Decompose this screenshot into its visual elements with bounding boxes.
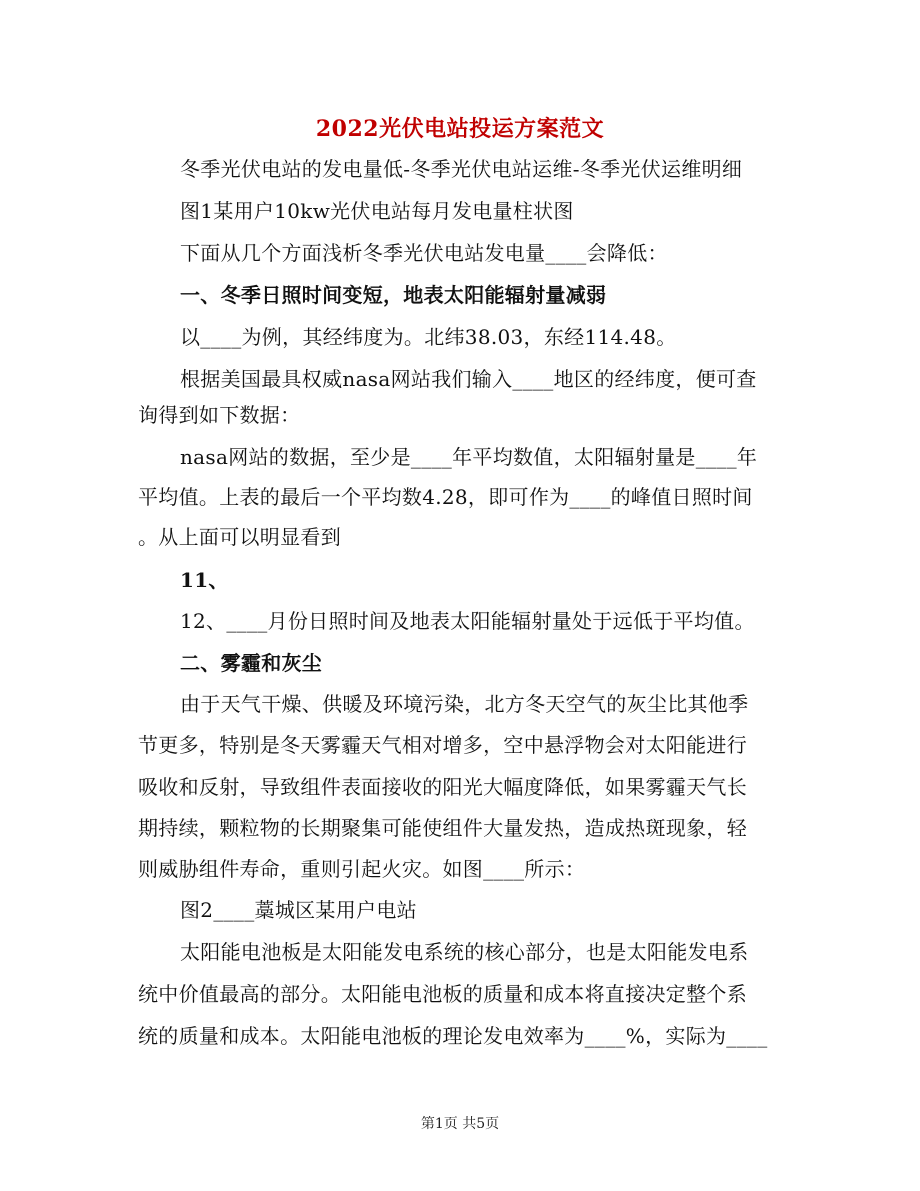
paragraph-line: 则威胁组件寿命，重则引起火灾。如图____所示：: [138, 857, 586, 881]
paragraph-line: 统中价值最高的部分。太阳能电池板的质量和成本将直接决定整个系: [138, 982, 747, 1006]
paragraph-line: 统的质量和成本。太阳能电池板的理论发电效率为____%，实际为____: [138, 1024, 768, 1048]
paragraph-line: 下面从几个方面浅析冬季光伏电站发电量____会降低：: [180, 241, 668, 265]
paragraph-line: 节更多，特别是冬天雾霾天气相对增多，空中悬浮物会对太阳能进行: [138, 733, 747, 757]
paragraph-line: 由于天气干燥、供暖及环境污染，北方冬天空气的灰尘比其他季: [180, 692, 749, 716]
paragraph-line: 平均值。上表的最后一个平均数4.28，即可作为____的峰值日照时间: [138, 485, 753, 509]
page-footer: 第1页 共5页: [420, 1116, 500, 1132]
section-heading: 二、雾霾和灰尘: [180, 651, 323, 675]
paragraph-line: 太阳能电池板是太阳能发电系统的核心部分，也是太阳能发电系: [180, 940, 749, 964]
paragraph-line: 。从上面可以明显看到: [138, 525, 341, 549]
paragraph-line: 图1某用户10kw光伏电站每月发电量柱状图: [180, 199, 574, 223]
figure-caption: 图2____藁城区某用户电站: [180, 898, 417, 922]
paragraph-line: 询得到如下数据：: [138, 403, 301, 427]
list-item: 12、____月份日照时间及地表太阳能辐射量处于远低于平均值。: [180, 609, 755, 633]
section-heading: 一、冬季日照时间变短，地表太阳能辐射量减弱: [180, 283, 607, 307]
paragraph-line: 冬季光伏电站的发电量低-冬季光伏电站运维-冬季光伏运维明细: [180, 157, 743, 181]
paragraph-line: 期持续，颗粒物的长期聚集可能使组件大量发热，造成热斑现象，轻: [138, 816, 747, 840]
paragraph-line: 吸收和反射，导致组件表面接收的阳光大幅度降低，如果雾霾天气长: [138, 775, 747, 799]
paragraph-line: 以____为例，其经纬度为。北纬38.03，东经114.48。: [180, 325, 677, 349]
paragraph-line: 根据美国最具权威nasa网站我们输入____地区的经纬度，便可查: [180, 367, 757, 391]
paragraph-line: nasa网站的数据，至少是____年平均数值，太阳辐射量是____年: [180, 445, 758, 469]
list-item: 11、: [180, 568, 229, 592]
document-title: 2022光伏电站投运方案范文: [315, 116, 605, 142]
